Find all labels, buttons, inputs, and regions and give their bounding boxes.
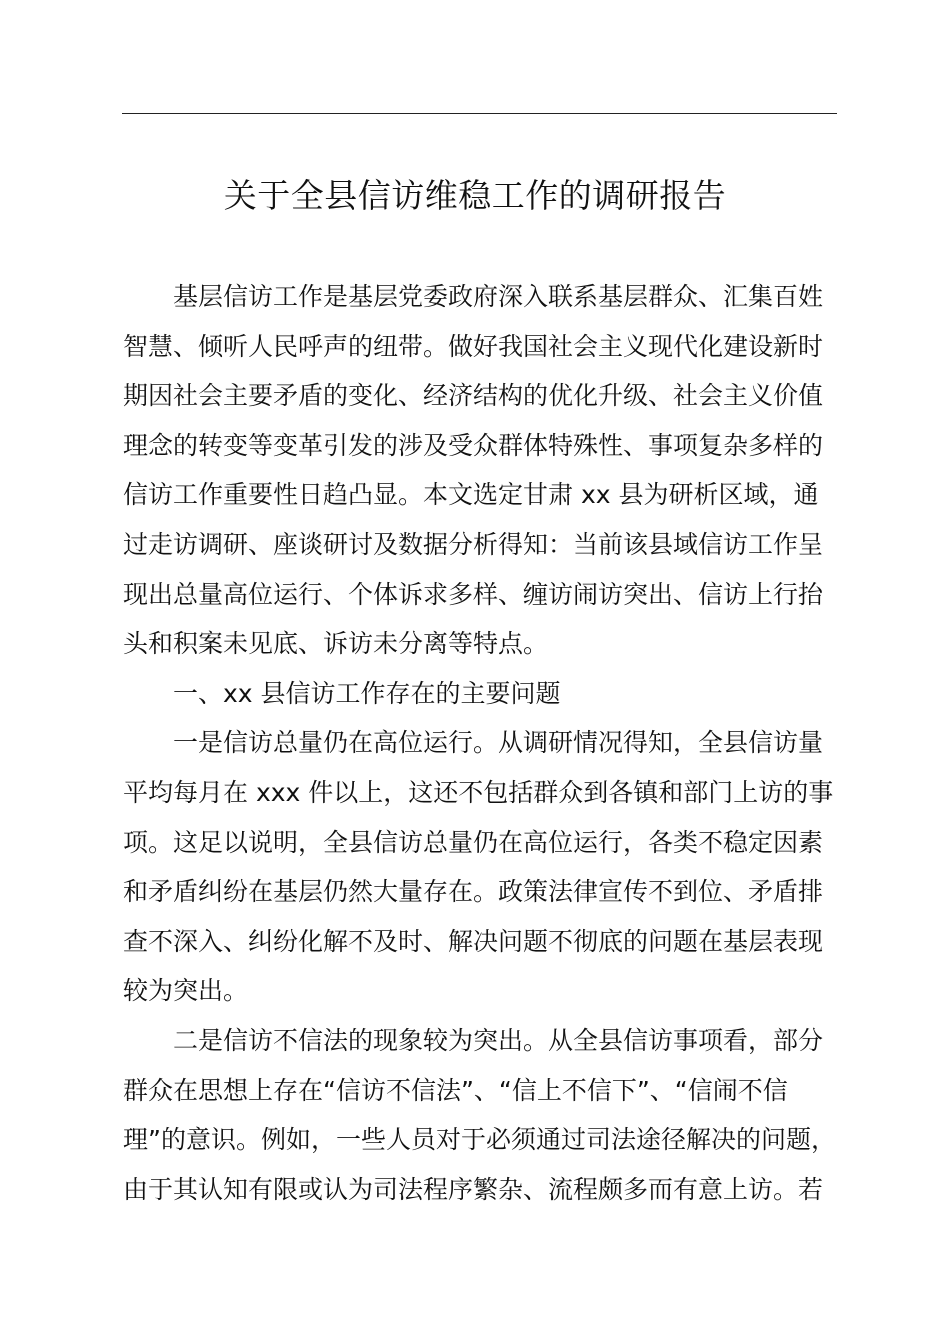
body-line: 由于其认知有限或认为司法程序繁杂、流程颇多而有意上访。若 bbox=[123, 1174, 824, 1204]
body-line: 查不深入、纠纷化解不及时、解决问题不彻底的问题在基层表现 bbox=[123, 926, 824, 956]
body-line: 二是信访不信法的现象较为突出。从全县信访事项看，部分 bbox=[173, 1025, 824, 1055]
body-line: 理念的转变等变革引发的涉及受众群体特殊性、事项复杂多样的 bbox=[123, 430, 824, 460]
body-line: 过走访调研、座谈研讨及数据分析得知：当前该县域信访工作呈 bbox=[123, 529, 824, 559]
body-line: 现出总量高位运行、个体诉求多样、缠访闹访突出、信访上行抬 bbox=[123, 579, 824, 609]
body-line: 信访工作重要性日趋凸显。本文选定甘肃 xx 县为研析区域，通 bbox=[123, 480, 819, 510]
body-line: 较为突出。 bbox=[123, 976, 249, 1006]
body-line: 项。这足以说明，全县信访总量仍在高位运行，各类不稳定因素 bbox=[123, 827, 824, 857]
section-heading: 一、xx 县信访工作存在的主要问题 bbox=[173, 678, 561, 708]
body-line: 群众在思想上存在“信访不信法”、“信上不信下”、“信闹不信 bbox=[123, 1075, 788, 1105]
body-line: 理”的意识。例如，一些人员对于必须通过司法途径解决的问题， bbox=[123, 1125, 836, 1155]
body-line: 智慧、倾听人民呼声的纽带。做好我国社会主义现代化建设新时 bbox=[123, 331, 824, 361]
document-title: 关于全县信访维稳工作的调研报告 bbox=[223, 176, 727, 215]
document-body bbox=[123, 272, 837, 1214]
header-rule bbox=[122, 113, 837, 114]
body-line: 基层信访工作是基层党委政府深入联系基层群众、汇集百姓 bbox=[173, 282, 824, 311]
body-line: 头和积案未见底、诉访未分离等特点。 bbox=[123, 629, 549, 659]
body-line: 和矛盾纠纷在基层仍然大量存在。政策法律宣传不到位、矛盾排 bbox=[123, 877, 824, 907]
body-line: 平均每月在 xxx 件以上，这还不包括群众到各镇和部门上访的事 bbox=[123, 777, 834, 807]
body-line: 一是信访总量仍在高位运行。从调研情况得知，全县信访量 bbox=[173, 728, 824, 758]
body-line: 期因社会主要矛盾的变化、经济结构的优化升级、社会主义价值 bbox=[123, 381, 824, 411]
